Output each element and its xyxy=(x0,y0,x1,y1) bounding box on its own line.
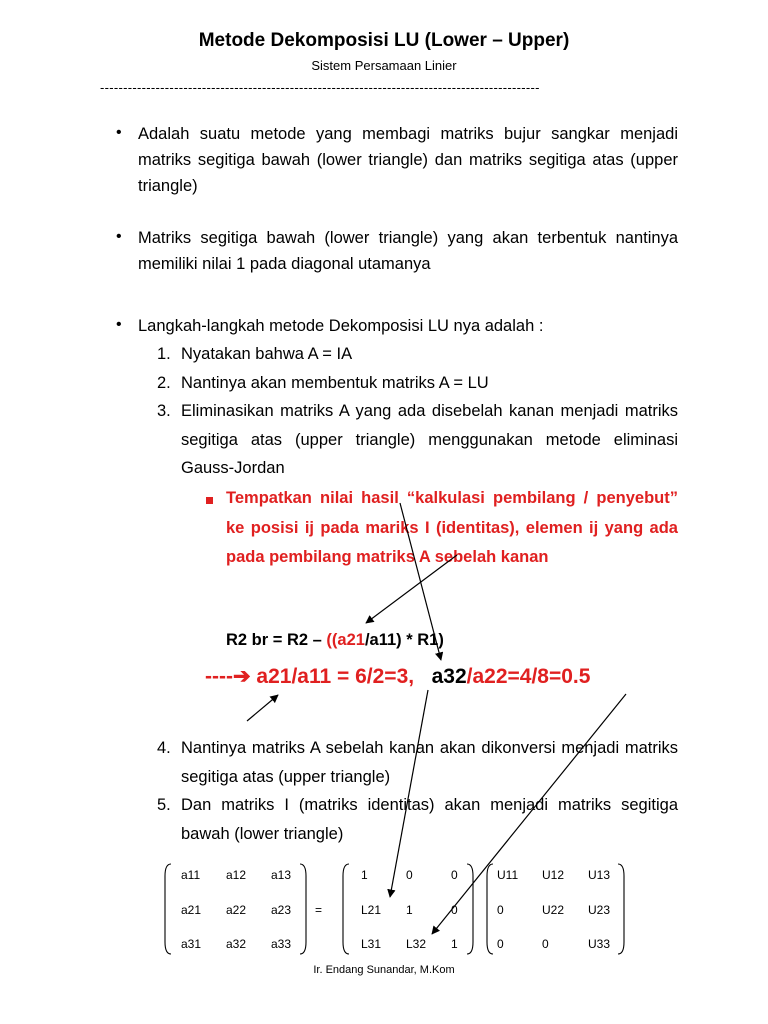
matrix-u-cell: U12 xyxy=(542,868,565,882)
matrix-u-cell: U11 xyxy=(497,868,519,882)
right-bracket-icon xyxy=(467,864,473,954)
matrix-a-cell: a13 xyxy=(271,868,292,882)
result-part-2-value: /a22=4/8=0.5 xyxy=(466,665,591,688)
matrix-a-cell: a33 xyxy=(271,937,292,951)
step-number: 5. xyxy=(157,796,171,814)
matrix-a-cell: a32 xyxy=(226,937,247,951)
formula-rest: /a11) * R1) xyxy=(364,631,444,649)
right-arrow-icon: ➔ xyxy=(232,665,251,688)
right-bracket-icon xyxy=(618,864,624,954)
matrix-a-cell: a22 xyxy=(226,903,247,917)
matrix-u-cell: 0 xyxy=(497,937,504,951)
dashed-divider: ----------------------------------------------------------------------------------------------- xyxy=(100,80,540,95)
step-text: Eliminasikan matriks A yang ada disebelah kanan menjadi matriks segitiga atas (upper triangle) menggunakan metode eliminasi Gauss-Jordan xyxy=(181,402,678,477)
result-part-2-label: a32 xyxy=(431,665,467,688)
matrix-l-cell: 1 xyxy=(451,937,458,951)
bullet-text-steps-intro: Langkah-langkah metode Dekomposisi LU nya adalah : xyxy=(138,317,544,335)
matrix-u-cell: 0 xyxy=(497,903,504,917)
arrow-line xyxy=(400,503,441,660)
matrix-l-cell: L32 xyxy=(406,937,427,951)
formula-lhs: R2 br = R2 – xyxy=(226,631,327,649)
matrix-u-cell: 0 xyxy=(542,937,549,951)
sub-point-instruction: Tempatkan nilai hasil “kalkulasi pembilang / penyebut” ke posisi ij pada mariks I (identitas), elemen ij yang ada pada pembilang matriks A sebelah kanan xyxy=(226,489,678,566)
matrix-l-cell: 0 xyxy=(451,868,458,882)
arrow-line xyxy=(390,690,428,897)
matrix-a-cell: a31 xyxy=(181,937,202,951)
arrow-prefix: ---- xyxy=(205,665,233,688)
page-subtitle: Sistem Persamaan Linier xyxy=(311,58,457,73)
matrix-a-cell: a23 xyxy=(271,903,292,917)
step-text: Nantinya akan membentuk matriks A = LU xyxy=(181,374,489,392)
matrix-u-cell: U13 xyxy=(588,868,611,882)
arrow-line xyxy=(366,555,457,623)
matrix-u-cell: U23 xyxy=(588,903,611,917)
step-text: Dan matriks I (matriks identitas) akan menjadi matriks segitiga bawah (lower triangle) xyxy=(181,796,678,843)
left-bracket-icon xyxy=(487,864,493,954)
matrix-l-cell: L21 xyxy=(361,903,382,917)
step-text: Nyatakan bahwa A = IA xyxy=(181,345,353,363)
page-title: Metode Dekomposisi LU (Lower – Upper) xyxy=(198,30,570,51)
matrix-l-cell: 0 xyxy=(451,903,458,917)
matrix-u-cell: U22 xyxy=(542,903,565,917)
equals-sign: = xyxy=(315,903,323,917)
arrow-line xyxy=(432,694,626,934)
left-bracket-icon xyxy=(343,864,349,954)
bullet-icon: • xyxy=(116,124,122,141)
matrix-a-cell: a21 xyxy=(181,903,202,917)
arrow-line xyxy=(247,695,278,721)
matrix-a-cell: a11 xyxy=(181,868,201,882)
right-bracket-icon xyxy=(300,864,306,954)
step-number: 2. xyxy=(157,374,171,392)
bullet-icon: • xyxy=(116,228,122,245)
step-number: 3. xyxy=(157,402,171,420)
matrix-l-cell: 1 xyxy=(361,868,368,882)
formula-highlight: ((a21 xyxy=(326,631,365,649)
bullet-text-lower-triangle: Matriks segitiga bawah (lower triangle) yang akan terbentuk nantinya memiliki nilai 1 pada diagonal utamanya xyxy=(138,229,678,273)
bullet-text-definition: Adalah suatu metode yang membagi matriks bujur sangkar menjadi matriks segitiga bawah (lower triangle) dan matriks segitiga atas (upper triangle) xyxy=(138,125,678,195)
matrix-a-cell: a12 xyxy=(226,868,247,882)
bullet-icon: • xyxy=(116,316,122,333)
author-footer: Ir. Endang Sunandar, M.Kom xyxy=(313,964,455,976)
matrix-l-cell: 0 xyxy=(406,868,413,882)
step-number: 1. xyxy=(157,345,171,363)
matrix-u-cell: U33 xyxy=(588,937,611,951)
step-text: Nantinya matriks A sebelah kanan akan dikonversi menjadi matriks segitiga atas (upper triangle) xyxy=(181,739,678,786)
matrix-l-cell: 1 xyxy=(406,903,413,917)
step-number: 4. xyxy=(157,739,171,757)
left-bracket-icon xyxy=(165,864,171,954)
result-part-1: a21/a11 = 6/2=3, xyxy=(250,665,415,688)
matrix-l-cell: L31 xyxy=(361,937,382,951)
